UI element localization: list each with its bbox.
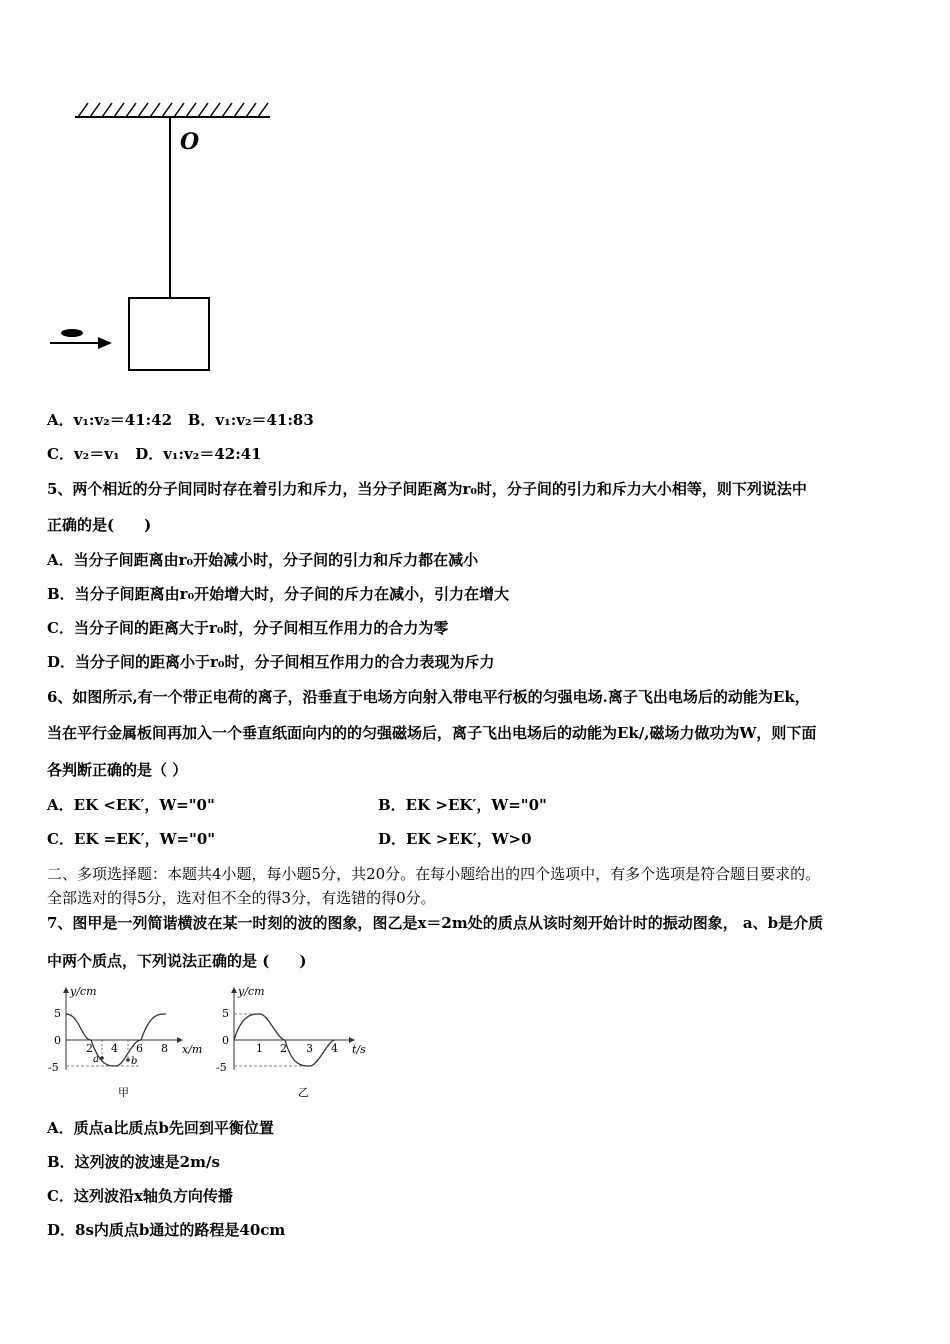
q5-option-c: C．当分子间的距离大于r₀时，分子间相互作用力的合力为零 — [47, 619, 449, 637]
yi-xtick-1: 1 — [256, 1042, 263, 1055]
q7-stem-line1: 7、图甲是一列简谐横波在某一时刻的波的图象，图乙是x＝2m处的质点从该时刻开始计时的振动图象， a、b是介质 — [47, 914, 824, 932]
q5-stem-line1: 5、两个相近的分子间同时存在着引力和斥力，当分子间距离为r₀时，分子间的引力和斥力大小相等，则下列说法中 — [47, 480, 807, 498]
q4-option-a-label: A． — [47, 411, 74, 429]
q4-option-b-text: v₁:v₂＝41:83 — [215, 411, 314, 429]
q4-option-row-cd — [47, 444, 262, 464]
yi-caption: 乙 — [298, 1086, 309, 1099]
wave-graph-jia — [44, 982, 214, 1107]
jia-ylabel: y/cm — [70, 985, 97, 998]
q7-option-c: C．这列波沿x轴负方向传播 — [47, 1187, 233, 1205]
q6-stem-line3: 各判断正确的是（ ） — [47, 761, 188, 779]
jia-xlabel: x/m — [182, 1043, 203, 1056]
q4-option-c-label: C． — [47, 445, 74, 463]
q7-option-b: B．这列波的波速是2m/s — [47, 1153, 220, 1171]
yi-xtick-2: 2 — [280, 1042, 287, 1055]
q4-option-a-text: v₁:v₂＝41:42 — [73, 411, 173, 429]
q6-option-b: B．EK >EK′，W="0" — [378, 796, 547, 814]
q6-stem-line2: 当在平行金属板间再加入一个垂直纸面向内的的匀强磁场后，离子飞出电场后的动能为Ek/,磁场力做功为W，则下面 — [47, 724, 817, 742]
pivot-label: O — [180, 129, 200, 155]
jia-xtick-2: 2 — [86, 1042, 93, 1055]
yi-xtick-3: 3 — [306, 1042, 313, 1055]
q5-option-d: D．当分子间的距离小于r₀时，分子间相互作用力的合力表现为斥力 — [47, 653, 495, 671]
q5-option-b: B．当分子间距离由r₀开始增大时，分子间的斥力在减小，引力在增大 — [47, 585, 510, 603]
yi-ytick-5: 5 — [222, 1007, 229, 1020]
q6-option-c: C．EK =EK′，W="0" — [47, 830, 216, 848]
q4-option-c-text: v₂＝v₁ — [73, 445, 120, 463]
section2-line2: 全部选对的得5分，选对但不全的得3分，有选错的得0分。 — [47, 889, 436, 907]
section2-line1: 二、多项选择题：本题共4小题，每小题5分，共20分。在每小题给出的四个选项中，有多个选项是符合题目要求的。 — [47, 865, 821, 883]
q4-option-b-label: B． — [187, 411, 216, 429]
jia-caption: 甲 — [118, 1086, 129, 1099]
q7-option-d: D．8s内质点b通过的路程是40cm — [47, 1221, 286, 1239]
bullet — [61, 329, 83, 337]
yi-ytick-0: 0 — [222, 1034, 229, 1047]
q4-option-row-ab — [47, 410, 314, 430]
q7-stem-line2: 中两个质点，下列说法正确的是 ( ) — [47, 952, 307, 970]
jia-xtick-6: 6 — [136, 1042, 143, 1055]
q5-option-a: A．当分子间距离由r₀开始减小时，分子间的引力和斥力都在减小 — [47, 551, 479, 569]
q4-option-d-label: D． — [135, 445, 164, 463]
yi-ytick-neg5: -5 — [216, 1061, 227, 1074]
q6-option-d: D．EK >EK′，W>0 — [378, 830, 532, 848]
q5-stem-line2: 正确的是( ) — [47, 516, 152, 534]
jia-xtick-4: 4 — [111, 1042, 118, 1055]
q6-option-a: A．EK <EK′，W="0" — [47, 796, 215, 814]
jia-ytick-0: 0 — [54, 1034, 61, 1047]
vibration-graph-yi — [212, 982, 372, 1107]
q4-option-d-text: v₁:v₂＝42:41 — [163, 445, 262, 463]
point-a-label: a — [93, 1054, 99, 1065]
jia-xtick-8: 8 — [161, 1042, 168, 1055]
point-b-label: b — [131, 1056, 138, 1067]
q7-option-a: A．质点a比质点b先回到平衡位置 — [47, 1119, 274, 1137]
yi-ylabel: y/cm — [238, 985, 265, 998]
jia-ytick-5: 5 — [54, 1007, 61, 1020]
pendulum-figure — [40, 95, 280, 385]
q6-stem-line1: 6、如图所示,有一个带正电荷的离子，沿垂直于电场方向射入带电平行板的匀强电场.离子飞出电场后的动能为Ek， — [47, 688, 810, 706]
yi-xtick-4: 4 — [331, 1042, 338, 1055]
jia-ytick-neg5: -5 — [48, 1061, 59, 1074]
yi-xlabel: t/s — [352, 1043, 366, 1056]
pendulum-block — [129, 298, 209, 370]
